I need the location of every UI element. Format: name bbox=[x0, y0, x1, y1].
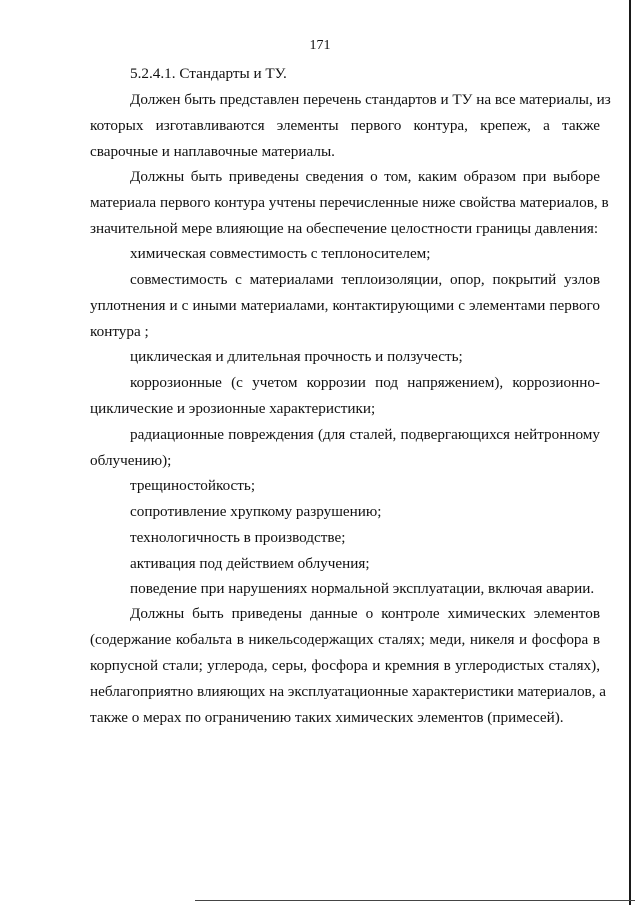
scan-border-right bbox=[629, 0, 631, 905]
paragraph-2-line-1: Должны быть приведены сведения о том, каким образом при выборе bbox=[130, 168, 600, 185]
paragraph-3-line-1: Должны быть приведены данные о контроле химических элементов bbox=[130, 605, 600, 622]
section-heading: 5.2.4.1. Стандарты и ТУ. bbox=[130, 65, 287, 82]
paragraph-1-line-3: сварочные и наплавочные материалы. bbox=[90, 143, 335, 160]
paragraph-1-line-2: которых изготавливаются элементы первого контура, крепеж, а также bbox=[90, 117, 600, 134]
list-item-2-line-2: уплотнения и с иными материалами, контактирующими с элементами первого bbox=[90, 297, 600, 314]
list-item-9: активация под действием облучения; bbox=[130, 555, 370, 572]
list-item-6: трещиностойкость; bbox=[130, 477, 256, 494]
list-item-2-line-3: контура ; bbox=[90, 323, 149, 340]
list-item-3: циклическая и длительная прочность и ползучесть; bbox=[130, 348, 463, 365]
scan-border-bottom bbox=[195, 900, 635, 901]
page-number: 171 bbox=[309, 38, 331, 53]
list-item-7: сопротивление хрупкому разрушению; bbox=[130, 503, 382, 520]
paragraph-2-line-3: значительной мере влияющие на обеспечение целостности границы давления: bbox=[90, 220, 599, 237]
paragraph-3-line-4: неблагоприятно влияющих на эксплуатационные характеристики материалов, а bbox=[90, 683, 607, 700]
paragraph-3-line-5: также о мерах по ограничению таких химических элементов (примесей). bbox=[90, 709, 564, 726]
paragraph-3-line-2: (содержание кобальта в никельсодержащих сталях; меди, никеля и фосфора в bbox=[90, 631, 600, 648]
list-item-2-line-1: совместимость с материалами теплоизоляции, опор, покрытий узлов bbox=[130, 271, 600, 288]
list-item-10: поведение при нарушениях нормальной эксплуатации, включая аварии. bbox=[130, 580, 595, 597]
list-item-4-line-2: циклические и эрозионные характеристики; bbox=[90, 400, 376, 417]
list-item-8: технологичность в производстве; bbox=[130, 529, 346, 546]
paragraph-1-line-1: Должен быть представлен перечень стандартов и ТУ на все материалы, из bbox=[130, 91, 611, 108]
list-item-5-line-2: облучению); bbox=[90, 452, 172, 469]
list-item-1: химическая совместимость с теплоносителем; bbox=[130, 245, 431, 262]
paragraph-2-line-2: материала первого контура учтены перечисленные ниже свойства материалов, в bbox=[90, 194, 609, 211]
paragraph-3-line-3: корпусной стали; углерода, серы, фосфора и кремния в углеродистых сталях), bbox=[90, 657, 600, 674]
list-item-5-line-1: радиационные повреждения (для сталей, подвергающихся нейтронному bbox=[130, 426, 600, 443]
list-item-4-line-1: коррозионные (с учетом коррозии под напряжением), коррозионно- bbox=[130, 374, 600, 391]
